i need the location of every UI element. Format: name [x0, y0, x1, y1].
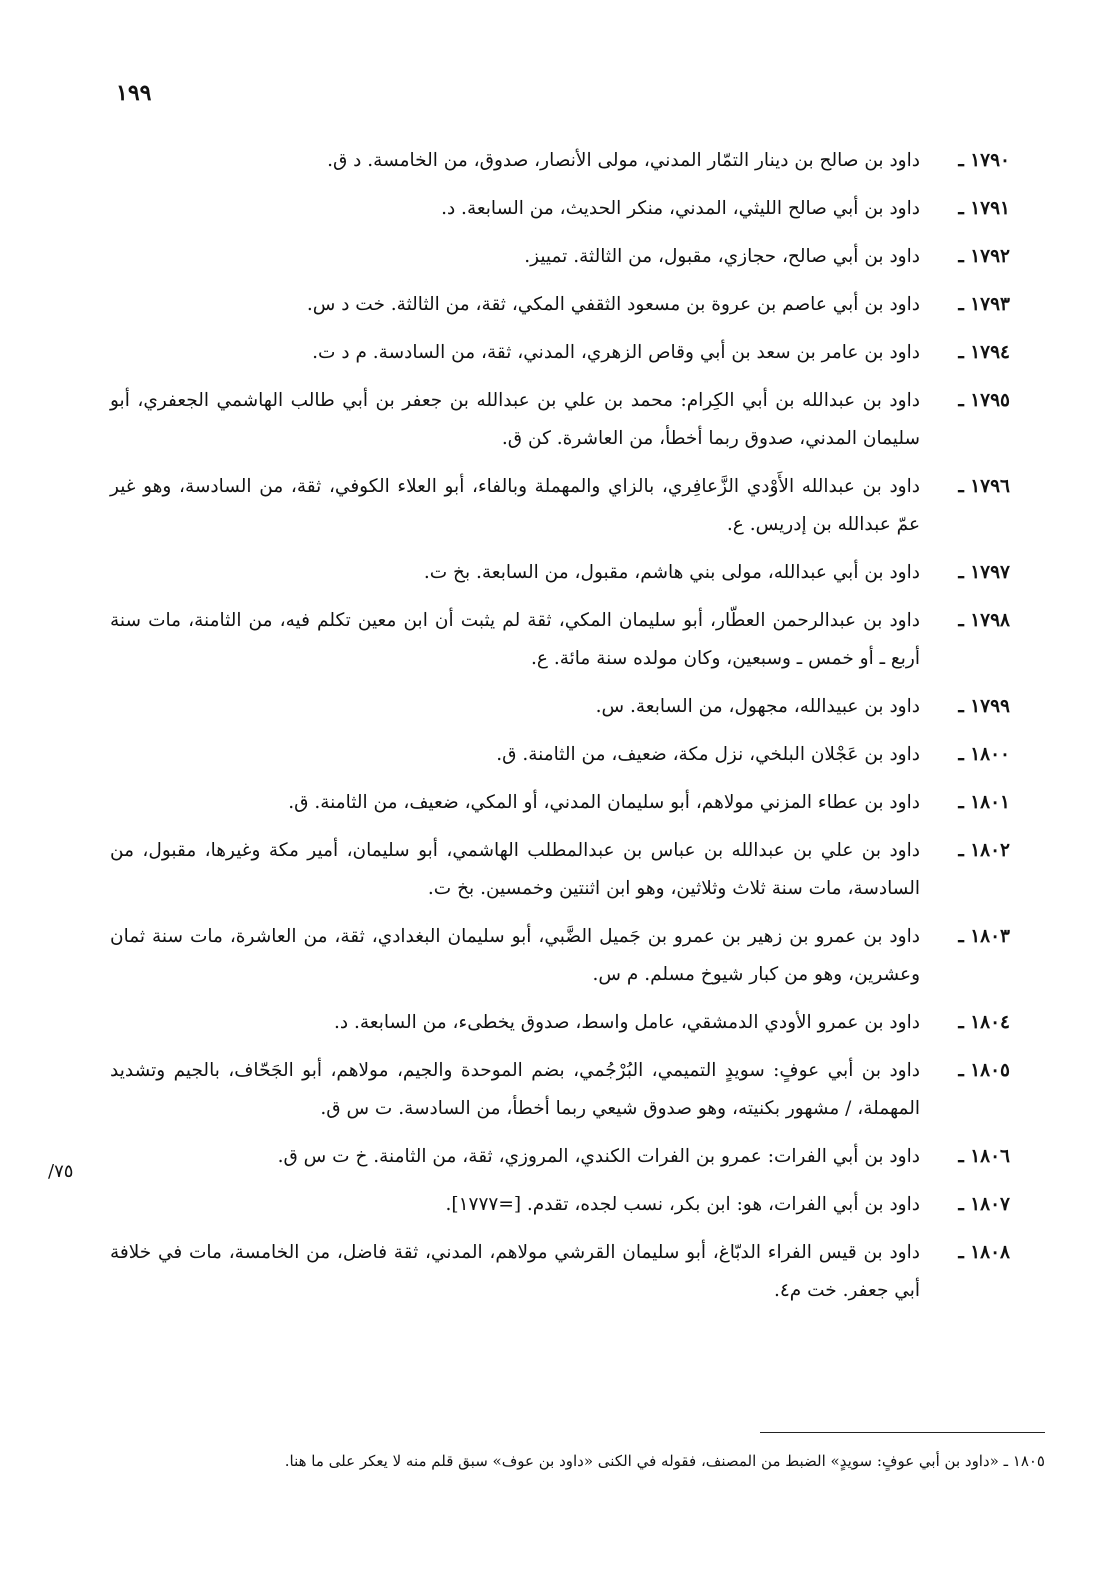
entry-1801: [110, 784, 1010, 822]
entry-text: داود بن أبي عبدالله، مولى بني هاشم، مقبول، من السابعة. بخ ت.: [423, 562, 920, 583]
entry-1803: [110, 918, 1010, 994]
entry-number: ١٧٩٧ ـ: [958, 562, 1010, 583]
entry-1796: [110, 468, 1010, 544]
page-number: ١٩٩: [116, 80, 152, 106]
entry-text: داود بن عَجْلان البلخي، نزل مكة، ضعيف، من الثامنة. ق.: [496, 744, 920, 765]
entry-1797: [110, 554, 1010, 592]
entry-number: ١٨٠٥ ـ: [958, 1060, 1010, 1081]
entry-1790: [110, 142, 1010, 180]
entry-1808: [110, 1234, 1010, 1310]
entry-text: داود بن عامر بن سعد بن أبي وقاص الزهري، المدني، ثقة، من السادسة. م د ت.: [312, 342, 920, 363]
entry-number: ١٨٠٧ ـ: [958, 1194, 1010, 1215]
entry-1800: [110, 736, 1010, 774]
entry-text: داود بن عبيدالله، مجهول، من السابعة. س.: [595, 696, 920, 717]
entry-text: داود بن عمرو بن زهير بن عمرو بن جَميل الضَّبي، أبو سليمان البغدادي، ثقة، من العاشرة، مات سنة ثمان وعشرين، وهو من كبار شيوخ مسلم. م س.: [110, 926, 920, 985]
entry-text: داود بن عطاء المزني مولاهم، أبو سليمان المدني، أو المكي، ضعيف، من الثامنة. ق.: [288, 792, 920, 813]
entry-1802: [110, 832, 1010, 908]
entry-text: داود بن عبدالرحمن العطّار، أبو سليمان المكي، ثقة لم يثبت أن ابن معين تكلم فيه، من الثامنة، مات سنة أربع ـ أو خمس ـ وسبعين، وكان مولده سنة مائة. ع.: [110, 610, 920, 669]
entry-1805: [110, 1052, 1010, 1128]
entry-number: ١٧٩٩ ـ: [958, 696, 1010, 717]
entries-list: [110, 142, 1010, 1320]
entry-text: داود بن أبي صالح، حجازي، مقبول، من الثالثة. تمييز.: [524, 246, 920, 267]
margin-page-reference: /٧٥: [48, 1161, 74, 1182]
footnote-divider: [760, 1432, 1045, 1433]
entry-text: داود بن أبي عوفٍ: سويدٍ التميمي، البُرْجُمي، بضم الموحدة والجيم، مولاهم، أبو الجَحّاف، بالجيم وتشديد المهملة، / مشهور بكنيته، وهو صدوق شيعي ربما أخطأ، من السادسة. ت س ق.: [110, 1060, 920, 1119]
entry-number: ١٧٩٥ ـ: [958, 390, 1010, 411]
entry-number: ١٨٠٢ ـ: [958, 840, 1010, 861]
entry-number: ١٨٠٣ ـ: [958, 926, 1010, 947]
entry-text: داود بن عبدالله الأَوْدي الزَّعافِري، بالزاي والمهملة وبالفاء، أبو العلاء الكوفي، ثقة، من السادسة، وهو غير عمّ عبدالله بن إدريس. ع.: [110, 476, 920, 535]
entry-text: داود بن أبي عاصم بن عروة بن مسعود الثقفي المكي، ثقة، من الثالثة. خت د س.: [306, 294, 920, 315]
entry-1791: [110, 190, 1010, 228]
entry-1792: [110, 238, 1010, 276]
entry-number: ١٨٠٤ ـ: [958, 1012, 1010, 1033]
entry-text: داود بن صالح بن دينار التمّار المدني، مولى الأنصار، صدوق، من الخامسة. د ق.: [327, 150, 920, 171]
entry-number: ١٨٠٨ ـ: [958, 1242, 1010, 1263]
entry-1804: [110, 1004, 1010, 1042]
entry-number: ١٧٩٦ ـ: [958, 476, 1010, 497]
entry-text: داود بن قيس الفراء الدبّاغ، أبو سليمان القرشي مولاهم، المدني، ثقة فاضل، من الخامسة، مات في خلافة أبي جعفر. خت م٤.: [110, 1242, 920, 1301]
entry-number: ١٧٩٤ ـ: [958, 342, 1010, 363]
entry-number: ١٧٩٨ ـ: [958, 610, 1010, 631]
entry-number: ١٨٠٠ ـ: [958, 744, 1010, 765]
entry-number: ١٧٩١ ـ: [958, 198, 1010, 219]
entry-text: داود بن أبي صالح الليثي، المدني، منكر الحديث، من السابعة. د.: [441, 198, 920, 219]
entry-text: داود بن عمرو الأودي الدمشقي، عامل واسط، صدوق يخطىء، من السابعة. د.: [333, 1012, 920, 1033]
entry-1795: [110, 382, 1010, 458]
entry-1806: [110, 1138, 1010, 1176]
footnote: ١٨٠٥ ـ «داود بن أبي عوفٍ: سويدٍ» الضبط من المصنف، فقوله في الكنى «داود بن عوف» سبق قلم منه لا يعكر على ما هنا.: [284, 1452, 1045, 1470]
entry-text: داود بن أبي الفرات: عمرو بن الفرات الكندي، المروزي، ثقة، من الثامنة. خ ت س ق.: [277, 1146, 920, 1167]
entry-1807: [110, 1186, 1010, 1224]
entry-1793: [110, 286, 1010, 324]
entry-1794: [110, 334, 1010, 372]
entry-number: ١٧٩٠ ـ: [958, 150, 1010, 171]
entry-text: داود بن أبي الفرات، هو: ابن بكر، نسب لجده، تقدم. [=١٧٧٧].: [445, 1194, 920, 1215]
entry-1798: [110, 602, 1010, 678]
entry-1799: [110, 688, 1010, 726]
entry-number: ١٧٩٢ ـ: [958, 246, 1010, 267]
entry-text: داود بن عبدالله بن أبي الكِرام: محمد بن علي بن عبدالله بن جعفر بن أبي طالب الهاشمي الجعفري، أبو سليمان المدني، صدوق ربما أخطأ، من العاشرة. كن ق.: [110, 390, 920, 449]
entry-number: ١٨٠٦ ـ: [958, 1146, 1010, 1167]
entry-number: ١٨٠١ ـ: [958, 792, 1010, 813]
entry-number: ١٧٩٣ ـ: [958, 294, 1010, 315]
entry-text: داود بن علي بن عبدالله بن عباس بن عبدالمطلب الهاشمي، أبو سليمان، أمير مكة وغيرها، مقبول، من السادسة، مات سنة ثلاث وثلاثين، وهو ابن اثنتين وخمسين. بخ ت.: [110, 840, 920, 899]
